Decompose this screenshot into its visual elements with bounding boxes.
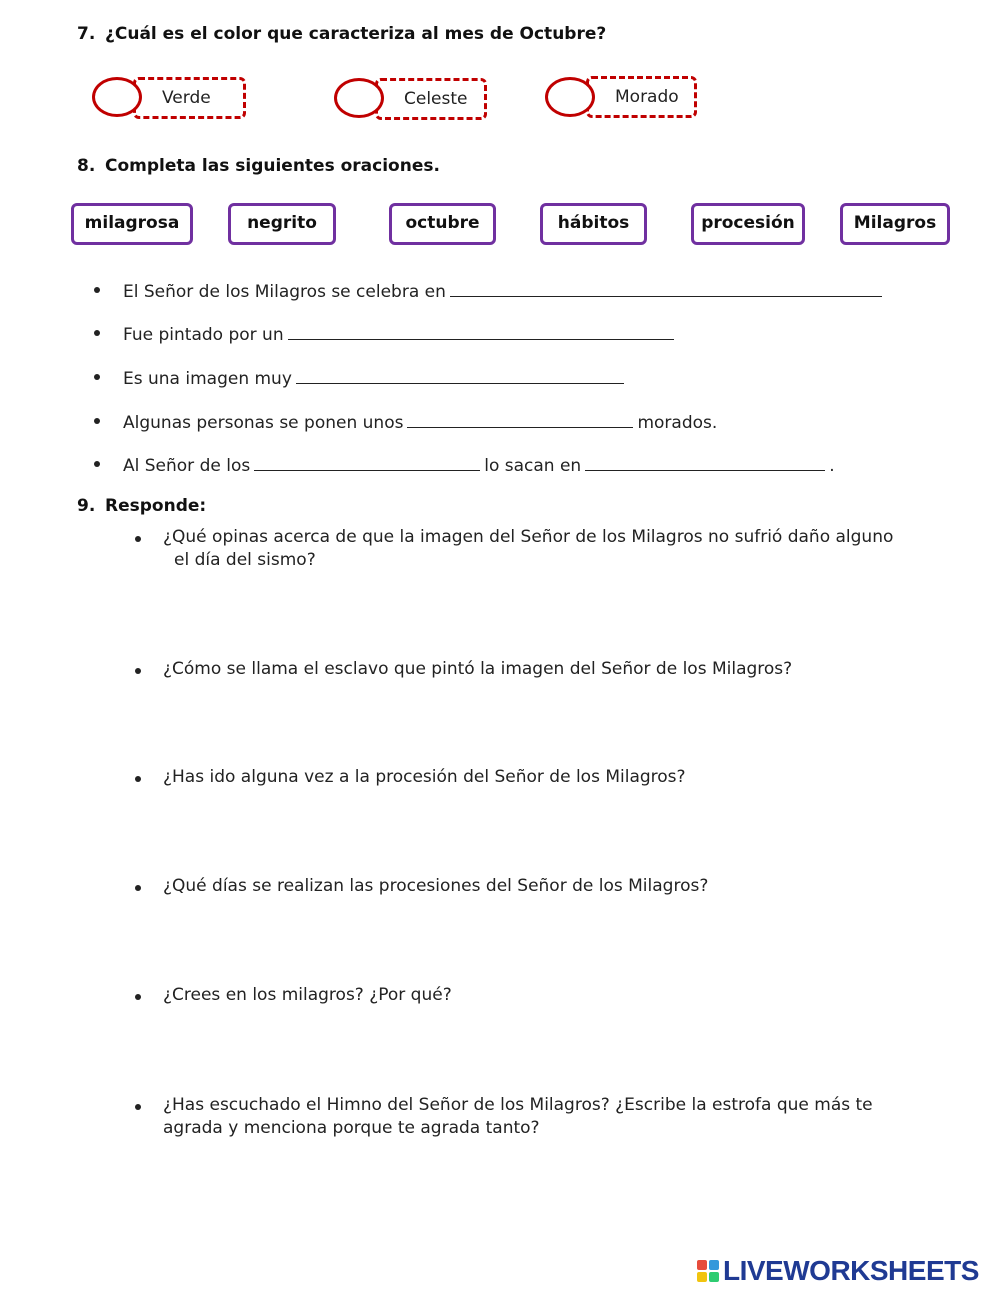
q9-title: [77, 496, 206, 516]
q7-option-radio[interactable]: [334, 78, 384, 118]
q7-option-label: Celeste: [404, 89, 468, 109]
answer-area-5[interactable]: [163, 1016, 943, 1076]
bullet-icon: [94, 461, 100, 467]
q9-question-3: ¿Has ido alguna vez a la procesión del Señor de los Milagros?: [163, 767, 686, 787]
q7-option-label: Morado: [615, 87, 679, 107]
q9-number: 9.: [77, 496, 96, 516]
q9-question-line: agrada y menciona porque te agrada tanto?: [163, 1118, 540, 1138]
bullet-icon: [94, 287, 100, 293]
sentence-1: [123, 278, 886, 302]
bullet-icon: [135, 1104, 141, 1110]
liveworksheets-logo: [697, 1254, 979, 1288]
q9-question-1: [163, 526, 893, 572]
sentence-text: Al Señor de los: [123, 456, 251, 476]
q7-text: ¿Cuál es el color que caracteriza al mes de Octubre?: [105, 24, 607, 44]
word-chip-negrito[interactable]: negrito: [228, 203, 336, 245]
word-chip-octubre[interactable]: octubre: [389, 203, 496, 245]
logo-text: LIVEWORKSHEETS: [723, 1255, 979, 1286]
blank-celebra[interactable]: [450, 278, 882, 297]
q8-text: Completa las siguientes oraciones.: [105, 156, 440, 176]
q9-question-line: ¿Has escuchado el Himno del Señor de los Milagros? ¿Escribe la estrofa que más te: [163, 1095, 873, 1115]
bullet-icon: [94, 330, 100, 336]
q7-option-label: Verde: [162, 88, 211, 108]
q9-question-line: ¿Qué opinas acerca de que la imagen del Señor de los Milagros no sufrió daño alguno: [163, 527, 894, 547]
sentence-2: [123, 321, 678, 345]
bullet-icon: [135, 536, 141, 542]
bullet-icon: [135, 776, 141, 782]
blank-pintado[interactable]: [288, 321, 674, 340]
q9-question-line: el día del sismo?: [174, 550, 316, 570]
logo-blocks-icon: [697, 1260, 719, 1282]
answer-area-2[interactable]: [163, 690, 943, 750]
sentence-4: [123, 409, 717, 433]
word-chip-habitos[interactable]: hábitos: [540, 203, 647, 245]
blank-imagen[interactable]: [296, 365, 624, 384]
q9-question-4: ¿Qué días se realizan las procesiones del Señor de los Milagros?: [163, 876, 709, 896]
q7-option-box[interactable]: [375, 78, 487, 120]
sentence-text: El Señor de los Milagros se celebra en: [123, 282, 446, 302]
answer-area-6[interactable]: [163, 1148, 943, 1208]
word-chip-milagrosa[interactable]: milagrosa: [71, 203, 193, 245]
bullet-icon: [94, 418, 100, 424]
q9-question-2: ¿Cómo se llama el esclavo que pintó la imagen del Señor de los Milagros?: [163, 659, 793, 679]
q7-option-radio[interactable]: [545, 77, 595, 117]
answer-area-4[interactable]: [163, 907, 943, 967]
bullet-icon: [135, 994, 141, 1000]
answer-area-1[interactable]: [163, 580, 943, 640]
sentence-text-after: morados.: [637, 413, 718, 433]
sentence-5: [123, 452, 835, 476]
sentence-text: Es una imagen muy: [123, 369, 292, 389]
word-chip-milagros[interactable]: Milagros: [840, 203, 950, 245]
sentence-3: [123, 365, 628, 389]
q7-option-box[interactable]: [586, 76, 697, 118]
bullet-icon: [135, 885, 141, 891]
answer-area-3[interactable]: [163, 798, 943, 858]
bullet-icon: [135, 668, 141, 674]
blank-sacan-en[interactable]: [585, 452, 825, 471]
sentence-text-middle: lo sacan en: [484, 456, 582, 476]
sentence-text: Fue pintado por un: [123, 325, 284, 345]
q7-option-box[interactable]: [133, 77, 246, 119]
sentence-text-after: .: [829, 456, 835, 476]
q7-number: 7.: [77, 24, 96, 44]
q8-title: [77, 156, 440, 176]
blank-ponen[interactable]: [407, 409, 633, 428]
q7-title: [77, 24, 606, 44]
blank-senor-de-los[interactable]: [254, 452, 480, 471]
q9-question-6: [163, 1094, 873, 1140]
q9-text: Responde:: [105, 496, 207, 516]
sentence-text: Algunas personas se ponen unos: [123, 413, 404, 433]
word-chip-procesion[interactable]: procesión: [691, 203, 805, 245]
bullet-icon: [94, 374, 100, 380]
q8-number: 8.: [77, 156, 96, 176]
q7-option-radio[interactable]: [92, 77, 142, 117]
q9-question-5: ¿Crees en los milagros? ¿Por qué?: [163, 985, 452, 1005]
